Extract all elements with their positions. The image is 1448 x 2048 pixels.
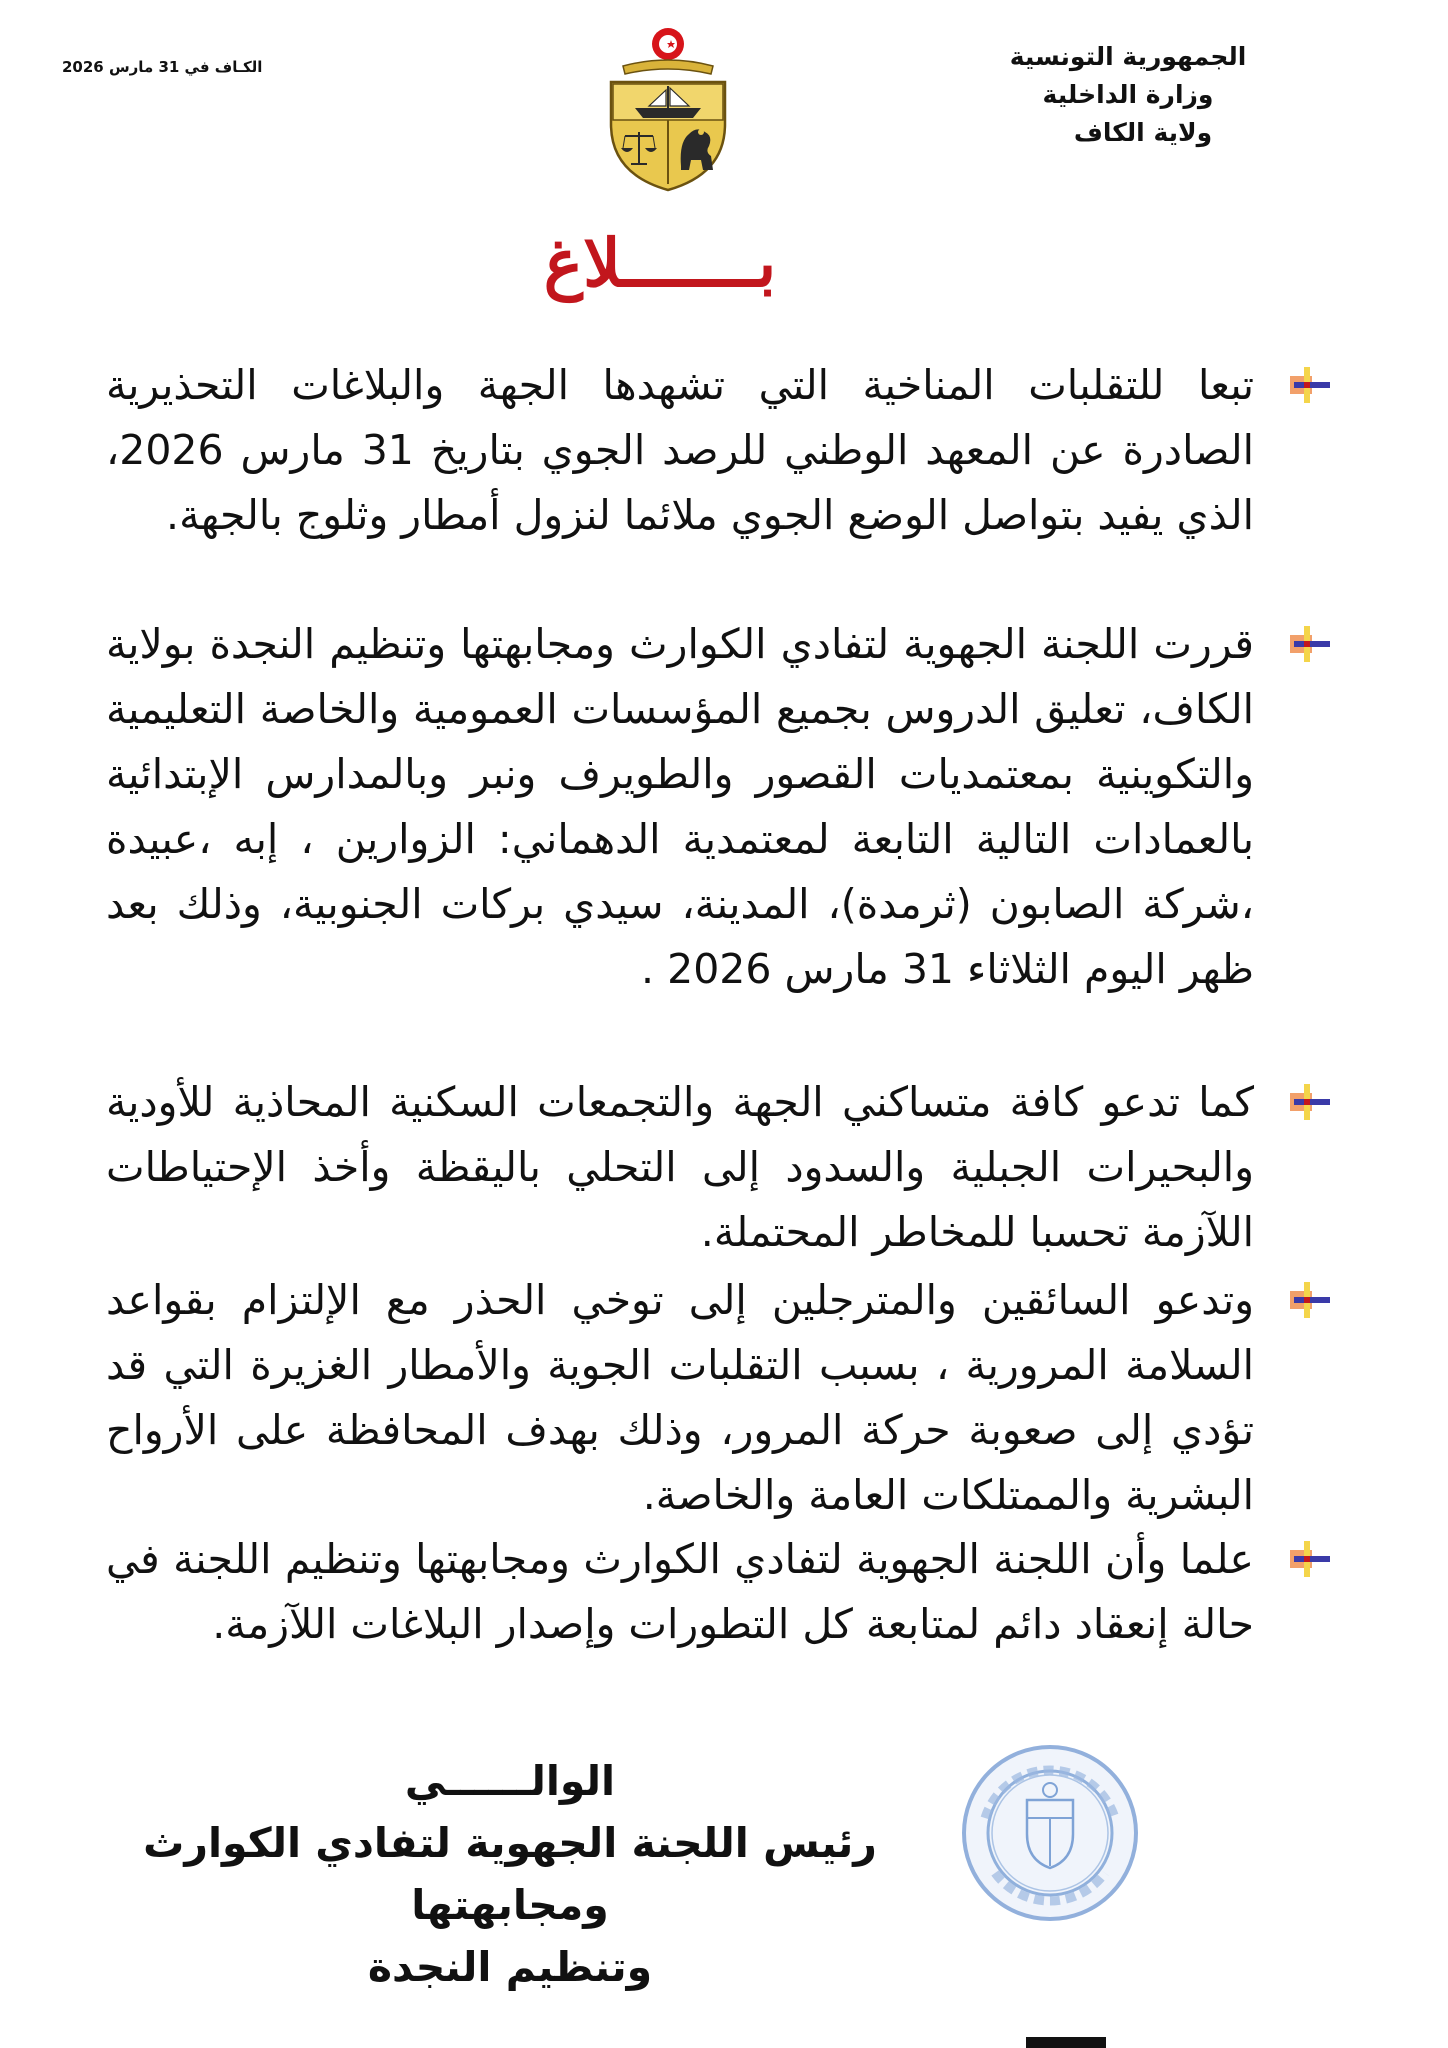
cross-bullet-icon — [1290, 1084, 1332, 1120]
page-title — [450, 218, 870, 318]
page-footer-mark — [1026, 2037, 1106, 2048]
paragraph-2: قررت اللجنة الجهوية لتفادي الكوارث ومجابهتها وتنظيم النجدة بولاية الكاف، تعليق الدروس بجميع المؤسسات العمومية والخاصة التعليمية والتكوينية بمعتمديات القصور والطويرف ونبر وبالمدارس الإبتدائية بالعمادات التالية التابعة لمعتمدية الدهماني: الزوارين ، إبه ،عبيدة ،شركة الصابون (ثرمدة)، المدينة، سيدي بركات الجنوبية، وذلك بعد ظهر اليوم الثلاثاء 31 مارس 2026 . — [106, 620, 1254, 993]
signature-title: الوالــــــي — [404, 1757, 616, 1805]
paragraph-4: وتدعو السائقين والمترجلين إلى توخي الحذر مع الإلتزام بقواعد السلامة المرورية ، بسبب التقلبات الجوية والأمطار الغزيرة التي قد تؤدي إلى صعوبة حركة المرور، وذلك بهدف المحافظة على الأرواح البشرية والممتلكات العامة والخاصة. — [106, 1276, 1254, 1519]
header-ministry: وزارة الداخلية — [1042, 80, 1214, 109]
paragraph-3: كما تدعو كافة متساكني الجهة والتجمعات السكنية المحاذية للأودية والبحيرات الجبلية والسدود إلى التحلي باليقظة وأخذ الإحتياطات اللآزمة تحسبا للمخاطر المحتملة. — [106, 1078, 1254, 1256]
header-governorate: ولاية الكاف — [1073, 118, 1213, 147]
signature-line2: وتنظيم النجدة — [367, 1943, 653, 1991]
cross-bullet-icon — [1290, 1282, 1332, 1318]
signature-block — [60, 1750, 960, 1998]
header-authority — [968, 38, 1288, 152]
cross-bullet-icon — [1290, 626, 1332, 662]
signature-line1: رئيس اللجنة الجهوية لتفادي الكوارث ومجابهتها — [143, 1819, 877, 1929]
title-text: بـــــــلاغ — [543, 224, 777, 302]
cross-bullet-icon — [1290, 367, 1332, 403]
paragraph-5: علما وأن اللجنة الجهوية لتفادي الكوارث ومجابهتها وتنظيم اللجنة في حالة إنعقاد دائم لمتابعة كل التطورات وإصدار البلاغات اللآزمة. — [106, 1535, 1254, 1648]
official-stamp-icon — [955, 1738, 1145, 1928]
document-date: الكـاف في 31 مارس 2026 — [62, 58, 263, 76]
cross-bullet-icon — [1290, 1541, 1332, 1577]
header-country: الجمهورية التونسية — [1009, 42, 1247, 71]
paragraph-1: تبعا للتقلبات المناخية التي تشهدها الجهة والبلاغات التحذيرية الصادرة عن المعهد الوطني للرصد الجوي بتاريخ 31 مارس 2026، الذي يفيد بتواصل الوضع الجوي ملائما لنزول أمطار وثلوج بالجهة. — [106, 361, 1254, 539]
tunisia-coat-of-arms-icon — [593, 24, 743, 194]
